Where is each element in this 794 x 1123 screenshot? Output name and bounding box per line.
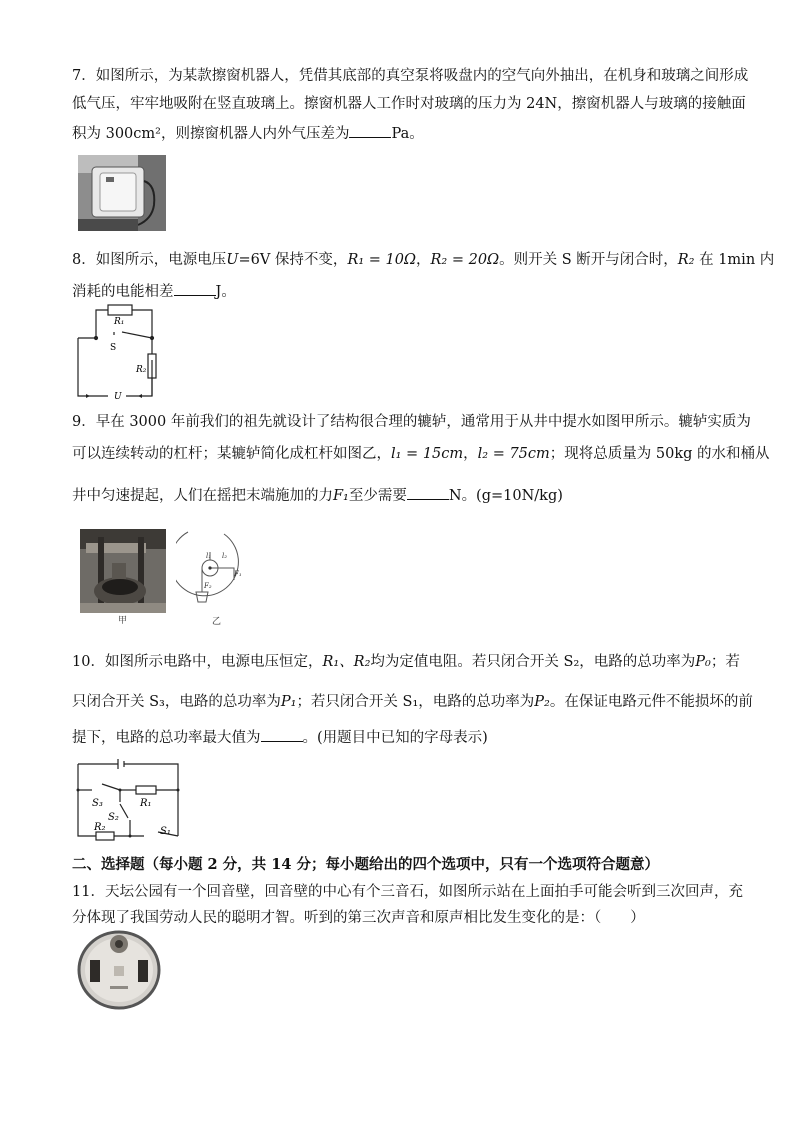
- q7-line-3-unit: Pa。: [391, 126, 424, 142]
- q9-fig-l2-label: l₂: [222, 552, 228, 560]
- q10-fig-r1-label: R₁: [140, 798, 152, 809]
- q9-caption-jia: 甲: [118, 616, 128, 626]
- q7-robot-photo: [78, 155, 166, 231]
- q11-echo-wall-photo: [76, 930, 162, 1010]
- q8-fig-r1-label: R₁: [114, 317, 125, 327]
- q10-line-3-tail: 。(用题目中已知的字母表示): [302, 730, 488, 746]
- q8-fig-s-label: S: [110, 343, 117, 353]
- q10-text-c: 均为定值电阻。若只闭合开关 S₂，电路的总功率为: [370, 654, 696, 670]
- q8-line-1: [72, 248, 775, 269]
- q11-line-1: 11．天坛公园有一个回音壁，回音壁的中心有个三音石，如图所示站在上面拍手可能会听到三次回声，充: [72, 884, 743, 900]
- q10-line-1: [72, 650, 740, 671]
- q9-text-a3: 井中匀速提起，人们在摇把末端施加的力: [72, 488, 333, 504]
- q8-text-a: 8．如图所示，电源电压: [72, 252, 227, 268]
- q9-caption-yi: 乙: [212, 617, 222, 627]
- q8-answer-blank[interactable]: [174, 294, 216, 296]
- q10-fig-s2-label: S₂: [108, 812, 119, 823]
- q8-r2-value: R₂ = 20Ω: [430, 252, 500, 268]
- q9-fig-f2-label: F₂: [204, 582, 212, 590]
- q10-fig-s3-label: S₃: [92, 798, 103, 809]
- q8-symbol-u: U: [226, 252, 239, 268]
- q8-r1-value: R₁ = 10Ω: [347, 252, 417, 268]
- q10-text-e: ；若: [710, 654, 740, 670]
- q8-text-g: 。则开关 S 断开与闭合时，: [499, 252, 678, 268]
- q10-fig-s1-label: S₁: [160, 826, 171, 837]
- q10-p0: P₀: [695, 654, 711, 670]
- q10-fig-r2-label: R₂: [94, 822, 106, 833]
- q9-line-2: [72, 442, 770, 463]
- q10-answer-blank[interactable]: [261, 740, 303, 742]
- q10-text-c2: ；若只闭合开关 S₁，电路的总功率为: [296, 694, 535, 710]
- q7-line-1: 7．如图所示，为某款擦窗机器人，凭借其底部的真空泵将吸盘内的空气向外抽出，在机身和玻璃之间形成: [72, 68, 749, 84]
- q9-text-d3: N。(g=10N/kg): [448, 488, 563, 504]
- q9-l1-value: l₁ = 15cm: [391, 446, 464, 462]
- section-2-title: 二、选择题（每小题 2 分，共 14 分；每小题给出的四个选项中，只有一个选项符合题意）: [72, 856, 659, 873]
- q8-line-2: [72, 280, 732, 301]
- q10-text-e2: 。在保证电路元件不能损坏的前: [549, 694, 753, 710]
- q8-line-2-unit: J。: [215, 284, 236, 300]
- q10-text-a2: 只闭合开关 S₃，电路的总功率为: [72, 694, 281, 710]
- q10-p1: P₁: [280, 694, 297, 710]
- q9-text-a: 可以连续转动的杠杆；某辘轳简化成杠杆如图乙，: [72, 446, 391, 462]
- q8-text-i: 在 1min 内: [694, 252, 775, 268]
- q7-answer-blank[interactable]: [349, 136, 391, 138]
- q10-p2: P₂: [534, 694, 550, 710]
- q9-answer-blank[interactable]: [407, 498, 449, 500]
- q10-circuit-diagram: [74, 756, 184, 842]
- q9-text-c: ，: [463, 446, 478, 462]
- q7-line-3: [72, 122, 732, 143]
- q9-line-3: [72, 484, 732, 505]
- q8-symbol-r2: R₂: [677, 252, 695, 268]
- q8-fig-u-label: U: [114, 392, 122, 402]
- q9-line-1: 9．早在 3000 年前我们的祖先就设计了结构很合理的辘轳，通常用于从井中提水如图甲所示。辘轳实质为: [72, 414, 751, 430]
- q9-photo-jia: [80, 529, 166, 613]
- q9-diagram-yi: [176, 528, 246, 628]
- q9-text-e: ；现将总质量为 50kg 的水和桶从: [549, 446, 770, 462]
- q8-line-2-text: 消耗的电能相差: [72, 284, 174, 300]
- q11-line-2: 分体现了我国劳动人民的聪明才智。听到的第三次声音和原声相比发生变化的是：（ ）: [72, 910, 645, 926]
- q8-text-c: =6V 保持不变，: [238, 252, 348, 268]
- q10-r1r2: R₁、R₂: [322, 654, 371, 670]
- q8-text-e: ，: [416, 252, 431, 268]
- q9-l2-value: l₂ = 75cm: [477, 446, 550, 462]
- q7-line-2: 低气压，牢牢地吸附在竖直玻璃上。擦窗机器人工作时对玻璃的压力为 24N，擦窗机器人与玻璃的接触面: [72, 96, 746, 112]
- q10-text-a: 10．如图所示电路中，电源电压恒定，: [72, 654, 323, 670]
- q10-line-3: [72, 726, 732, 747]
- q9-text-c3: 至少需要: [348, 488, 407, 504]
- q9-fig-l1-label: l₁: [206, 552, 212, 560]
- q10-line-3-text: 提下，电路的总功率最大值为: [72, 730, 261, 746]
- q7-line-3-text: 积为 300cm²，则擦窗机器人内外气压差为: [72, 126, 350, 142]
- q9-fig-f1-label: F₁: [234, 570, 242, 578]
- q10-line-2: [72, 690, 753, 711]
- q8-circuit-diagram: [74, 302, 166, 402]
- q9-f1-symbol: F₁: [333, 488, 349, 504]
- q8-fig-r2-label: R₂: [136, 365, 147, 375]
